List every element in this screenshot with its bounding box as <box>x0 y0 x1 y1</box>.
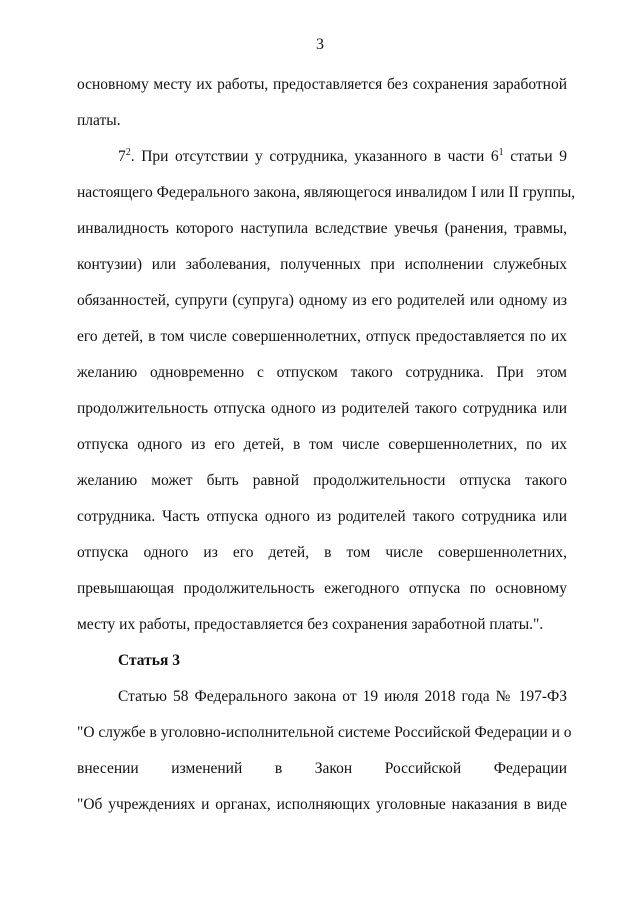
text-line: основному месту их работы, предоставляется без сохранения заработной <box>77 76 567 93</box>
part-superscript: 1 <box>498 146 504 158</box>
text-line: превышающая продолжительность ежегодного отпуска по основному <box>77 580 567 597</box>
text-line: его детей, в том числе совершеннолетних, отпуск предоставляется по их <box>77 328 567 345</box>
article-heading: Статья 3 <box>118 652 180 669</box>
text-line: сотрудника. Часть отпуска одного из родителей такого сотрудника или <box>77 508 567 525</box>
text-fragment: . При отсутствии у сотрудника, указанного в части 6 <box>130 148 499 165</box>
text-line: желанию может быть равной продолжительности отпуска такого <box>77 472 567 489</box>
page-number: 3 <box>316 36 324 53</box>
text-line: "Об учреждениях и органах, исполняющих уголовные наказания в виде <box>77 796 567 813</box>
text-line: отпуска одного из его детей, в том числе совершеннолетних, по их <box>77 436 567 453</box>
paragraph-7-2-start <box>77 143 567 179</box>
text-line: инвалидность которого наступила вследствие увечья (ранения, травмы, <box>77 220 567 237</box>
text-line: месту их работы, предоставляется без сохранения заработной платы.". <box>77 616 544 633</box>
text-line: желанию одновременно с отпуском такого сотрудника. При этом <box>77 364 567 381</box>
text-line: Статью 58 Федерального закона от 19 июля 2018 года № 197-ФЗ <box>118 688 567 705</box>
text-line: настоящего Федерального закона, являющегося инвалидом I или II группы, <box>77 184 576 201</box>
text-line: отпуска одного из его детей, в том числе совершеннолетних, <box>77 544 567 561</box>
text-line: контузии) или заболевания, полученных при исполнении служебных <box>77 256 567 273</box>
text-line: платы. <box>77 112 121 129</box>
document-body <box>77 71 576 827</box>
text-fragment: статьи 9 <box>503 148 567 165</box>
clause-number: 7 <box>118 148 126 165</box>
text-line: продолжительность отпуска одного из родителей такого сотрудника или <box>77 400 567 417</box>
text-line: обязанностей, супруги (супруга) одному из его родителей или одному из <box>77 292 567 309</box>
text-line: внесении изменений в Закон Российской Федерации <box>77 760 567 777</box>
clause-superscript: 2 <box>125 146 131 158</box>
text-line: "О службе в уголовно-исполнительной системе Российской Федерации и о <box>77 724 572 741</box>
